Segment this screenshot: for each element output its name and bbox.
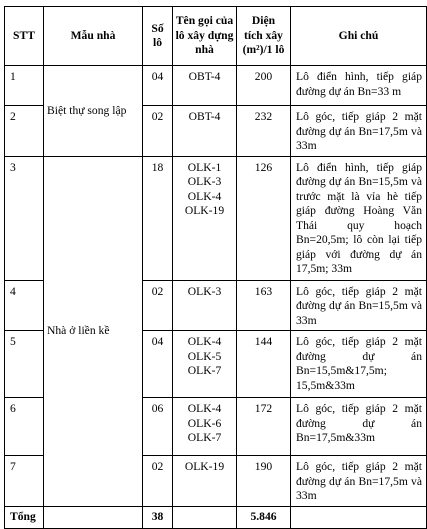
- cell-dien-tich: 144: [237, 331, 291, 398]
- table-row: [5, 66, 427, 106]
- lot-name: OLK-4: [187, 335, 222, 348]
- cell-stt: 6: [5, 398, 44, 456]
- lot-name: OLK-19: [184, 204, 225, 217]
- total-so-lo: 38: [143, 506, 173, 528]
- cell-ten: [173, 398, 237, 456]
- total-empty: [291, 506, 427, 528]
- lot-name: OLK-4: [187, 402, 222, 415]
- header-ghi-chu: Ghi chú: [291, 7, 427, 66]
- lot-name: OLK-7: [187, 364, 222, 377]
- cell-stt: 2: [5, 106, 44, 157]
- table-row: [5, 156, 427, 280]
- cell-ten: [173, 156, 237, 280]
- cell-stt: 7: [5, 456, 44, 507]
- lot-name: OLK-7: [187, 431, 222, 444]
- cell-dien-tich: 232: [237, 106, 291, 157]
- header-so-lo: Số lô: [143, 7, 173, 66]
- cell-ghi-chu: Lô điển hình, tiếp giáp đường dự án Bn=33 m: [291, 66, 427, 106]
- cell-ghi-chu: Lô góc, tiếp giáp 2 mặt đường dự án Bn=17,5m và 33m: [291, 456, 427, 507]
- total-row: [5, 506, 427, 528]
- cell-ghi-chu: Lô góc, tiếp giáp 2 mặt đường dự án Bn=15,5m&17,5m; 15,5m&33m: [291, 331, 427, 398]
- cell-dien-tich: 163: [237, 280, 291, 331]
- cell-stt: 1: [5, 66, 44, 106]
- lot-table: [4, 6, 427, 529]
- cell-so-lo: 02: [143, 106, 173, 157]
- cell-group-biet-thu: Biệt thự song lập: [44, 66, 143, 157]
- cell-stt: 5: [5, 331, 44, 398]
- cell-dien-tich: 190: [237, 456, 291, 507]
- cell-ten: OLK-19: [173, 456, 237, 507]
- header-mau-nha: Mẫu nhà: [44, 7, 143, 66]
- cell-ten: OBT-4: [173, 106, 237, 157]
- cell-ten: OLK-3: [173, 280, 237, 331]
- cell-ghi-chu: Lô điển hình, tiếp giáp đường dự án Bn=15,5m và trước mặt là vỉa hè tiếp giáp đường Hoàng Văn Thái quy hoạch Bn=20,5m; lô còn lại tiếp giáp với đường dự án 17,5m; 33m: [291, 156, 427, 280]
- cell-stt: 3: [5, 156, 44, 280]
- cell-so-lo: 04: [143, 331, 173, 398]
- cell-ten: [173, 331, 237, 398]
- cell-dien-tich: 126: [237, 156, 291, 280]
- total-empty: [44, 506, 143, 528]
- cell-stt: 4: [5, 280, 44, 331]
- lot-name: OLK-5: [187, 349, 222, 363]
- total-label: Tổng: [5, 506, 44, 528]
- cell-ten: OBT-4: [173, 66, 237, 106]
- cell-group-lien-ke: Nhà ở liền kề: [44, 156, 143, 506]
- cell-dien-tich: 200: [237, 66, 291, 106]
- cell-ghi-chu: Lô góc, tiếp giáp 2 mặt đường dự án Bn=15,5m và 33m: [291, 280, 427, 331]
- cell-so-lo: 02: [143, 280, 173, 331]
- header-dien-tich: Diện tích xây (m²)/1 lô: [237, 7, 291, 66]
- lot-name: OLK-1: [187, 160, 222, 174]
- lot-name: OLK-6: [187, 416, 222, 430]
- header-stt: STT: [5, 7, 44, 66]
- total-dien-tich: 5.846: [237, 506, 291, 528]
- cell-ghi-chu: Lô góc, tiếp giáp 2 mặt đường dự án Bn=17,5m và 33m: [291, 106, 427, 157]
- cell-dien-tich: 172: [237, 398, 291, 456]
- header-ten-goi: Tên gọi của lô xây dựng nhà: [173, 7, 237, 66]
- cell-so-lo: 04: [143, 66, 173, 106]
- lot-name: OLK-4: [187, 189, 222, 203]
- cell-ghi-chu: Lô góc, tiếp giáp 2 mặt đường dự án Bn=17,5m&33m: [291, 398, 427, 456]
- cell-so-lo: 18: [143, 156, 173, 280]
- cell-so-lo: 06: [143, 398, 173, 456]
- cell-so-lo: 02: [143, 456, 173, 507]
- header-row: [5, 7, 427, 66]
- lot-name: OLK-3: [187, 175, 222, 188]
- total-empty: [173, 506, 237, 528]
